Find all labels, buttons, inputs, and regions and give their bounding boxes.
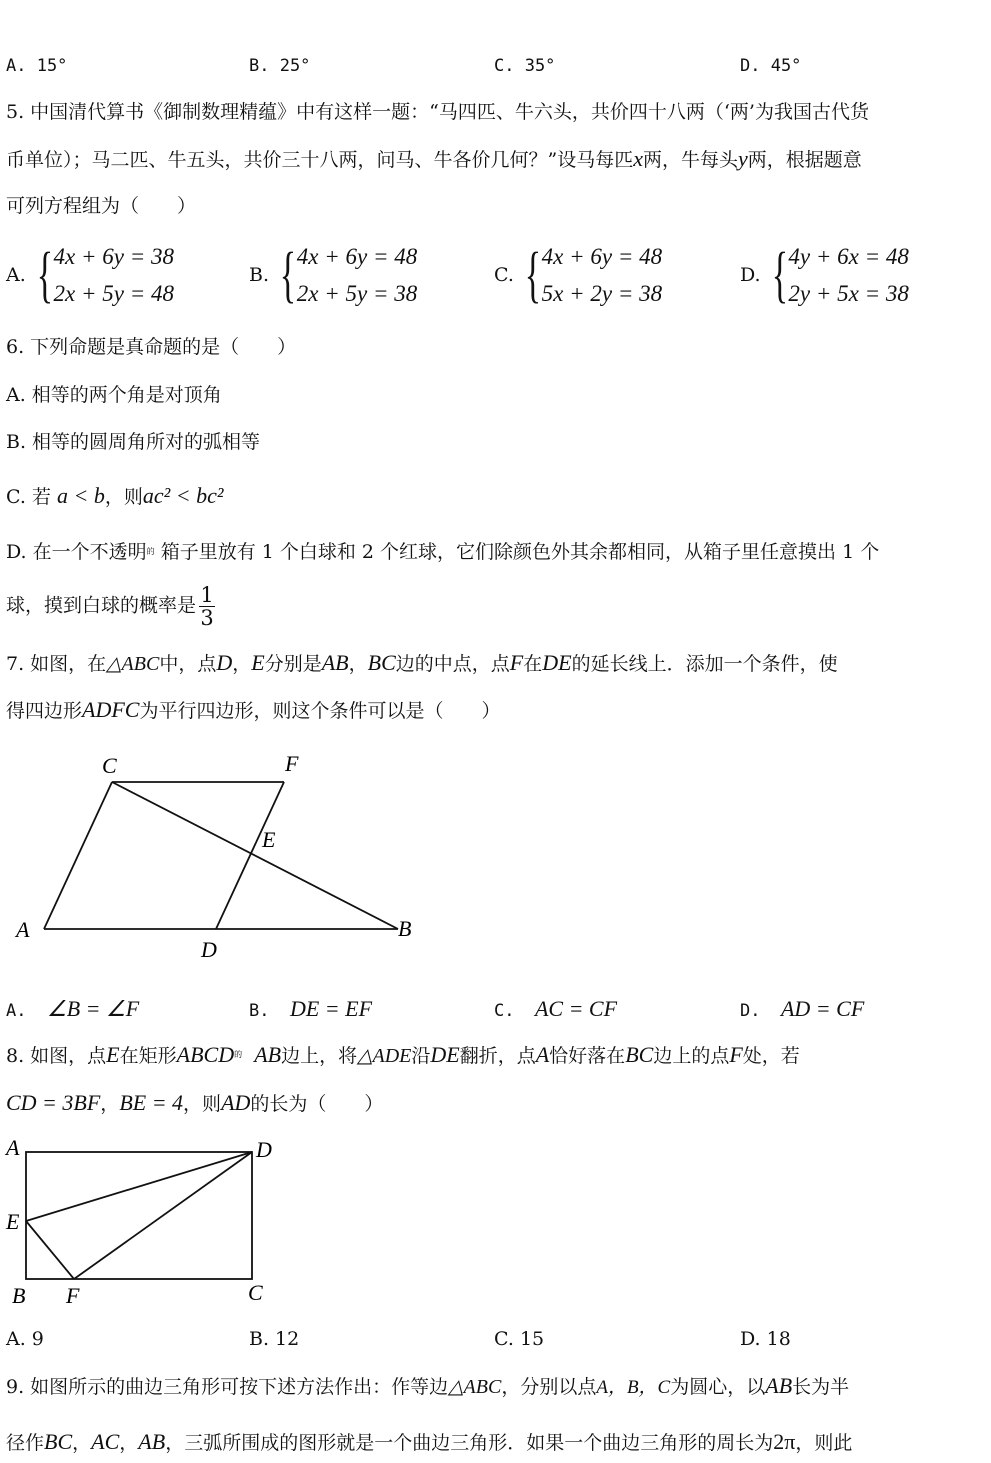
- q5-option-d: D. { 4y + 6x = 48 2y + 5x = 38: [740, 241, 909, 309]
- q8-line-2: CD = 3BF，BE = 4，则AD的长为（ ）: [6, 1090, 384, 1115]
- q8-label-f: F: [66, 1283, 80, 1308]
- q8-option-d: D. 18: [740, 1328, 791, 1350]
- q9-line-1: 9. 如图所示的曲边三角形可按下述方法作出：作等边△ABC，分别以点A，B，C为圆心，以AB长为半: [6, 1373, 850, 1398]
- q8-option-a: A. 9: [6, 1328, 44, 1350]
- q7-label-a: A: [16, 917, 30, 942]
- probability-fraction: $\frac{1}{3}$: [200, 583, 214, 630]
- q6-option-c: C. 若 a < b，则ac² < bc²: [6, 483, 224, 508]
- q4-option-d: D. 45°: [740, 56, 802, 76]
- q8-line-1: 8. 如图，点E在矩形$ABCD^的$ AB边上，将△ADE沿DE翻折，点A恰好落在BC边上的点F处，若: [6, 1042, 800, 1067]
- q8-label-a: A: [6, 1135, 20, 1160]
- q5-option-c: C. { 4x + 6y = 48 5x + 2y = 38: [494, 241, 663, 309]
- q8-option-c: C. 15: [494, 1328, 545, 1350]
- q8-label-c: C: [248, 1280, 263, 1305]
- q6-option-d-line-1: D. 在一个不透明$^的$ 箱子里放有 1 个白球和 2 个红球，它们除颜色外其余都相同，从箱子里任意摸出 1 个: [6, 541, 880, 563]
- q7-option-a: A. ∠B = ∠F: [6, 996, 140, 1021]
- q7-option-d: D. AD = CF: [740, 996, 865, 1021]
- q7-label-f: F: [285, 751, 299, 776]
- q6-option-d-line-2: 球，摸到白球的概率是 $\frac{1}{3}$: [6, 583, 214, 630]
- q7-option-b: B. DE = EF: [249, 996, 373, 1021]
- q4-option-a: A. 15°: [6, 56, 68, 76]
- q4-option-b: B. 25°: [249, 56, 311, 76]
- q8-label-e: E: [6, 1209, 20, 1234]
- q7-label-b: B: [398, 916, 412, 941]
- q9-line-2: 径作BC，AC，AB，三弧所围成的图形就是一个曲边三角形．如果一个曲边三角形的周长为2π，则此: [6, 1429, 853, 1454]
- q7-figure: [0, 745, 440, 970]
- q8-label-d: D: [256, 1137, 272, 1162]
- q7-label-e: E: [262, 827, 276, 852]
- q7-label-d: D: [201, 937, 217, 962]
- q8-label-b: B: [12, 1283, 26, 1308]
- q7-line-1: 7. 如图，在△ABC中，点D，E分别是AB，BC边的中点，点F在DE的延长线上．添加一个条件，使: [6, 650, 838, 675]
- q6-stem: 6. 下列命题是真命题的是（ ）: [6, 336, 297, 358]
- q7-line-2: 得四边形ADFC为平行四边形，则这个条件可以是（ ）: [6, 697, 501, 722]
- q5-line-3: 可列方程组为（ ）: [6, 195, 197, 217]
- q6-option-a: A. 相等的两个角是对顶角: [6, 384, 222, 406]
- q8-figure: [0, 1130, 290, 1315]
- q7-label-c: C: [102, 753, 117, 778]
- q5-line-2: 币单位）；马二匹、牛五头，共价三十八两，问马、牛各价几何？”设马每匹x两，牛每头y两，根据题意: [6, 146, 862, 171]
- q5-option-a: A. { 4x + 6y = 38 2x + 5y = 48: [6, 241, 174, 309]
- q7-option-c: C. AC = CF: [494, 996, 618, 1021]
- q4-option-c: C. 35°: [494, 56, 556, 76]
- q6-option-b: B. 相等的圆周角所对的弧相等: [6, 431, 261, 453]
- q5-option-b: B. { 4x + 6y = 48 2x + 5y = 38: [249, 241, 418, 309]
- q8-option-b: B. 12: [249, 1328, 300, 1350]
- q5-line-1: 5. 中国清代算书《御制数理精蕴》中有这样一题：“马四匹、牛六头，共价四十八两（‘两’为我国古代货: [6, 101, 869, 123]
